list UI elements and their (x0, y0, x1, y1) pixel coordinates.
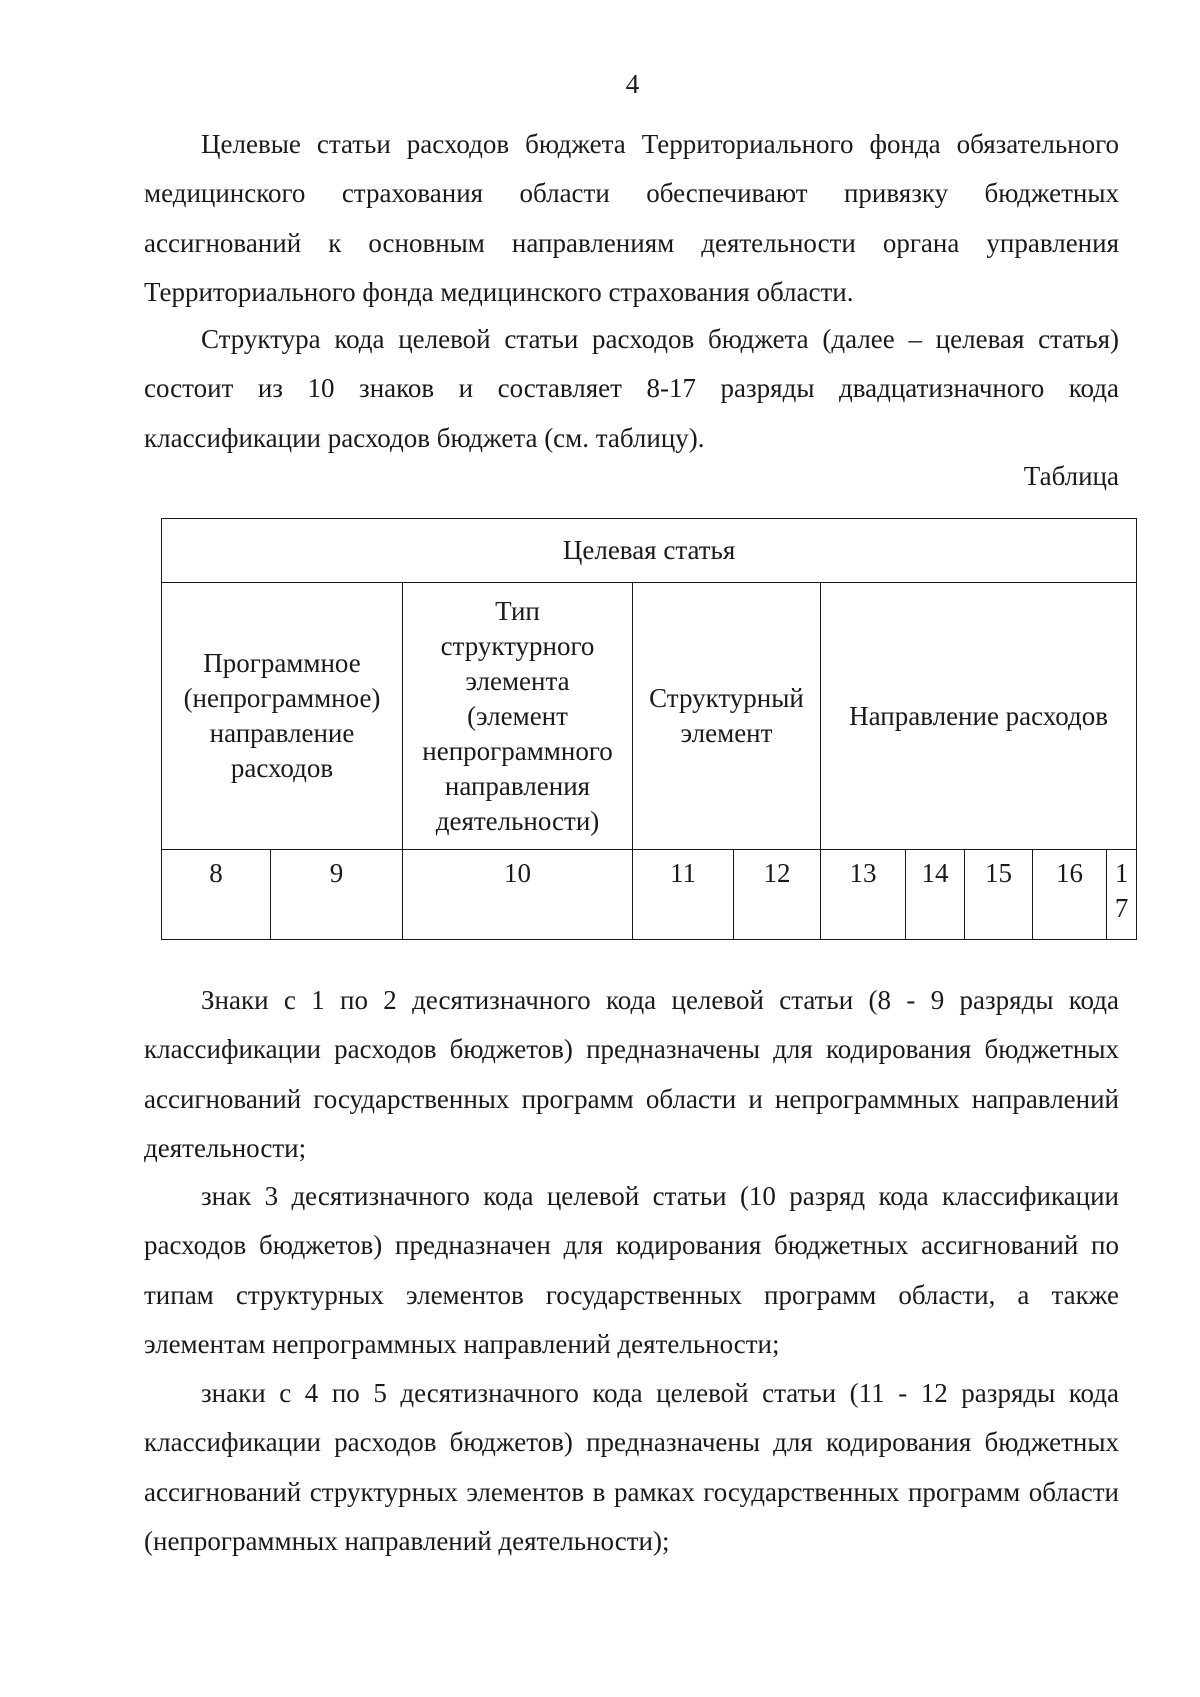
paragraph-purpose: Целевые статьи расходов бюджета Территориального фонда обязательного медицинского страхования области обеспечивают привязку бюджетных ассигнований к основным направлениям деятельности органа управления Территориального фонда медицинского страхования области. (144, 129, 1119, 307)
header-expense-direction: Направление расходов (821, 583, 1137, 850)
header-structural-element: Структурный элемент (633, 583, 821, 850)
table-caption: Таблица (1023, 461, 1119, 491)
digit-cell: 8 (162, 850, 271, 940)
digit-cell: 10 (403, 850, 633, 940)
digit-cell: 14 (906, 850, 965, 940)
paragraph-structure: Структура кода целевой статьи расходов бюджета (далее – целевая статья) состоит из 10 знаков и составляет 8-17 разряды двадцатизначного кода классификации расходов бюджета (см. таблицу). (144, 324, 1119, 453)
digit-cell: 15 (965, 850, 1033, 940)
digit-17-wrapped: 17 (1114, 858, 1129, 923)
digit-cell: 12 (734, 850, 821, 940)
paragraph-digit-3: знак 3 десятизначного кода целевой статьи (10 разряд кода классификации расходов бюджетов) предназначен для кодирования бюджетных ассигнований по типам структурных элементов государственных программ области, а также элементам непрограммных направлений деятельности; (144, 1181, 1119, 1359)
digit-cell: 13 (821, 850, 906, 940)
paragraph-digits-4-5: знаки с 4 по 5 десятизначного кода целевой статьи (11 - 12 разряды кода классификации расходов бюджетов) предназначены для кодирования бюджетных ассигнований структурных элементов в рамках государственных программ области (непрограммных направлений деятельности); (144, 1378, 1119, 1556)
page-number: 4 (625, 69, 640, 99)
digit-cell: 9 (271, 850, 403, 940)
header-program-direction: Программное (непрограммное) направление расходов (162, 583, 403, 850)
table-title: Целевая статья (162, 519, 1137, 583)
digit-cell: 16 (1033, 850, 1107, 940)
header-element-type: Тип структурного элемента (элемент непрограммного направления деятельности) (403, 583, 633, 850)
code-structure-table (161, 518, 1137, 940)
digit-cell (1107, 850, 1137, 940)
digit-cell: 11 (633, 850, 734, 940)
paragraph-digits-1-2: Знаки с 1 по 2 десятизначного кода целевой статьи (8 - 9 разряды кода классификации расходов бюджетов) предназначены для кодирования бюджетных ассигнований государственных программ области и непрограммных направлений деятельности; (144, 985, 1119, 1163)
